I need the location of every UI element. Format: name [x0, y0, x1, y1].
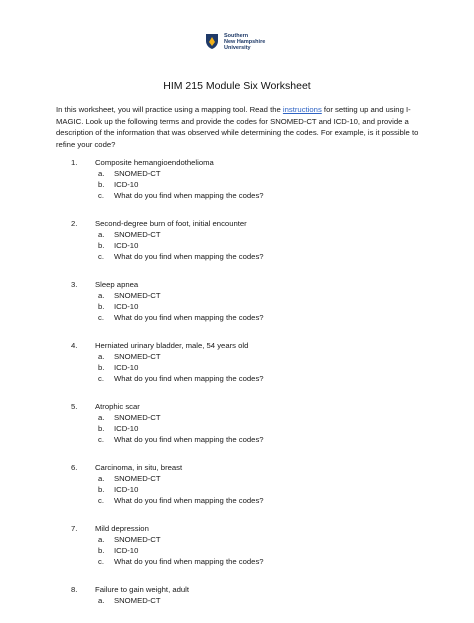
sub-question-text: What do you find when mapping the codes?	[114, 496, 264, 505]
question-term: Failure to gain weight, adult	[95, 585, 190, 594]
shield-logo-icon	[205, 33, 219, 50]
sub-question	[56, 351, 436, 362]
sub-question-text: What do you find when mapping the codes?	[114, 313, 264, 322]
intro-text: for setting up and using I-MAGIC. Look up the following terms and provide the codes for SNOMED-CT and ICD-10, and provide a description of the information that was observed while determining the codes. For example, is it possible to refine your code?	[56, 105, 419, 149]
sub-question-letter: b.	[98, 485, 105, 494]
sub-question-letter: a.	[98, 352, 105, 361]
question-item	[56, 401, 436, 445]
question-term: Herniated urinary bladder, male, 54 years old	[95, 341, 249, 350]
sub-question-letter: a.	[98, 291, 105, 300]
intro-text: In this worksheet, you will practice using a mapping tool. Read the	[56, 105, 283, 114]
question-number: 1.	[71, 158, 78, 167]
intro-paragraph	[56, 104, 428, 150]
sub-question-text: SNOMED-CT	[114, 413, 161, 422]
instructions-link[interactable]: instructions	[282, 105, 322, 114]
question-heading	[56, 279, 436, 290]
sub-question-letter: b.	[98, 363, 105, 372]
logo-line: University	[224, 45, 251, 51]
question-term: Atrophic scar	[95, 402, 140, 411]
question-heading	[56, 401, 436, 412]
sub-question	[56, 484, 436, 495]
sub-question-letter: b.	[98, 241, 105, 250]
question-heading	[56, 462, 436, 473]
question-item	[56, 157, 436, 201]
question-heading	[56, 340, 436, 351]
sub-question	[56, 179, 436, 190]
sub-question	[56, 495, 436, 506]
question-item	[56, 279, 436, 323]
question-term: Second-degree burn of foot, initial encounter	[95, 219, 247, 228]
sub-question	[56, 595, 436, 606]
question-item	[56, 584, 436, 606]
question-number: 2.	[71, 219, 78, 228]
question-number: 7.	[71, 524, 78, 533]
sub-question	[56, 473, 436, 484]
sub-question	[56, 190, 436, 201]
logo-line: Southern	[224, 33, 249, 39]
question-item	[56, 523, 436, 567]
question-heading	[56, 157, 436, 168]
sub-question	[56, 290, 436, 301]
question-item	[56, 218, 436, 262]
sub-question-letter: a.	[98, 474, 105, 483]
sub-question-letter: c.	[98, 435, 104, 444]
sub-question-text: What do you find when mapping the codes?	[114, 191, 264, 200]
sub-question-letter: a.	[98, 596, 105, 605]
question-heading	[56, 523, 436, 534]
sub-question-text: SNOMED-CT	[114, 291, 161, 300]
question-term: Sleep apnea	[95, 280, 139, 289]
sub-question	[56, 423, 436, 434]
question-item	[56, 462, 436, 506]
question-term: Composite hemangioendothelioma	[95, 158, 214, 167]
sub-question-letter: b.	[98, 302, 105, 311]
sub-question-text: SNOMED-CT	[114, 230, 161, 239]
sub-question-text: ICD-10	[114, 485, 139, 494]
question-number: 3.	[71, 280, 78, 289]
sub-question	[56, 240, 436, 251]
sub-question	[56, 545, 436, 556]
sub-question-letter: c.	[98, 191, 104, 200]
sub-question	[56, 412, 436, 423]
sub-question-text: SNOMED-CT	[114, 596, 161, 605]
sub-question	[56, 362, 436, 373]
sub-question-text: ICD-10	[114, 180, 139, 189]
sub-question	[56, 251, 436, 262]
logo-line: New Hampshire	[224, 39, 266, 45]
sub-question	[56, 434, 436, 445]
sub-question-letter: b.	[98, 546, 105, 555]
sub-question-text: What do you find when mapping the codes?	[114, 252, 264, 261]
sub-question-letter: c.	[98, 557, 104, 566]
question-number: 5.	[71, 402, 78, 411]
sub-question-text: SNOMED-CT	[114, 169, 161, 178]
university-logo	[205, 33, 265, 51]
sub-question-text: What do you find when mapping the codes?	[114, 374, 264, 383]
sub-question-text: ICD-10	[114, 424, 139, 433]
sub-question-letter: c.	[98, 252, 104, 261]
logo-wordmark	[224, 33, 265, 51]
sub-question-text: What do you find when mapping the codes?	[114, 557, 264, 566]
sub-question-text: What do you find when mapping the codes?	[114, 435, 264, 444]
question-heading	[56, 218, 436, 229]
sub-question-letter: b.	[98, 180, 105, 189]
question-number: 6.	[71, 463, 78, 472]
sub-question	[56, 373, 436, 384]
sub-question-letter: a.	[98, 230, 105, 239]
question-number: 4.	[71, 341, 78, 350]
sub-question	[56, 534, 436, 545]
sub-question	[56, 168, 436, 179]
sub-question-text: SNOMED-CT	[114, 535, 161, 544]
sub-question-text: SNOMED-CT	[114, 474, 161, 483]
sub-question-letter: c.	[98, 496, 104, 505]
sub-question	[56, 301, 436, 312]
sub-question-letter: a.	[98, 169, 105, 178]
question-list	[56, 157, 436, 623]
sub-question	[56, 312, 436, 323]
sub-question-text: ICD-10	[114, 302, 139, 311]
question-term: Carcinoma, in situ, breast	[95, 463, 183, 472]
sub-question-letter: c.	[98, 374, 104, 383]
sub-question-letter: a.	[98, 535, 105, 544]
question-item	[56, 340, 436, 384]
sub-question-text: ICD-10	[114, 241, 139, 250]
question-term: Mild depression	[95, 524, 149, 533]
sub-question-text: ICD-10	[114, 363, 139, 372]
sub-question-text: ICD-10	[114, 546, 139, 555]
sub-question-letter: a.	[98, 413, 105, 422]
question-number: 8.	[71, 585, 78, 594]
sub-question-letter: c.	[98, 313, 104, 322]
sub-question-text: SNOMED-CT	[114, 352, 161, 361]
sub-question	[56, 229, 436, 240]
sub-question	[56, 556, 436, 567]
sub-question-letter: b.	[98, 424, 105, 433]
worksheet-title: HIM 215 Module Six Worksheet	[163, 80, 311, 92]
question-heading	[56, 584, 436, 595]
